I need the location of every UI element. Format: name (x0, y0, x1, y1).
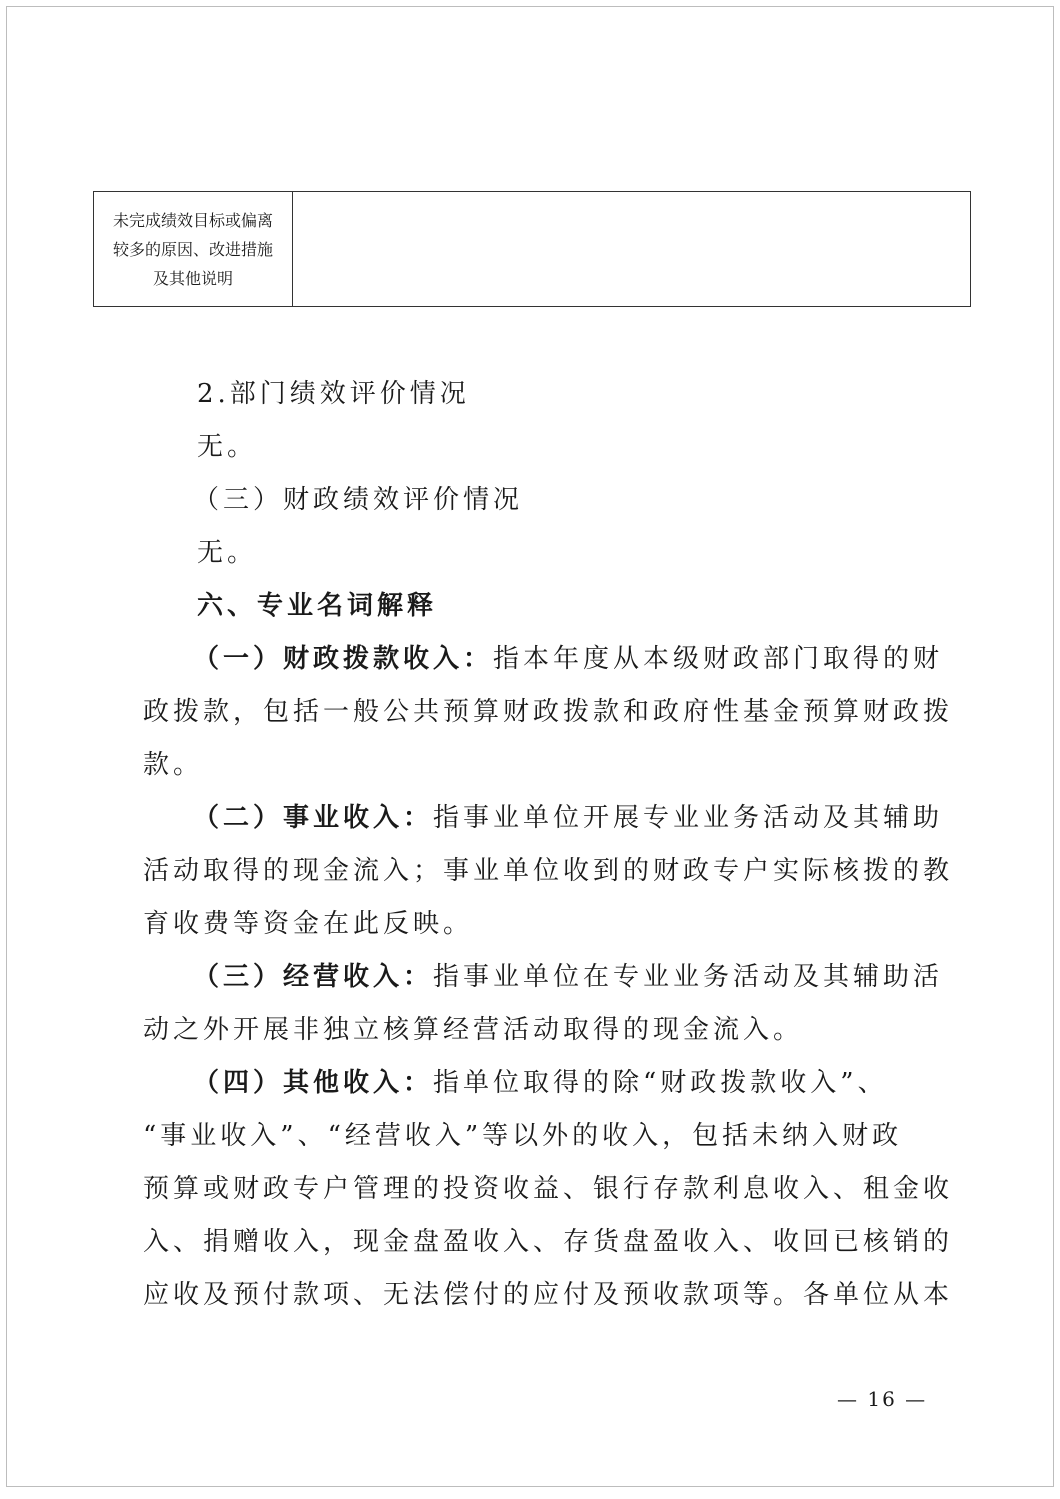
term-1-first-line (193, 644, 943, 674)
table-label-line: 及其他说明 (152, 268, 233, 288)
term-3-label: （三）经营收入： (193, 962, 434, 992)
term-1-label: （一）财政拨款收入： (193, 644, 494, 674)
term-4-label: （四）其他收入： (193, 1068, 434, 1098)
table-label-line: 较多的原因、改进措施 (112, 239, 273, 259)
term-2-line: 活动取得的现金流入；事业单位收到的财政专户实际核拨的教 (143, 856, 954, 886)
term-3-line: 动之外开展非独立核算经营活动取得的现金流入。 (143, 1015, 804, 1045)
term-3-text: 指事业单位在专业业务活动及其辅助活 (433, 962, 944, 992)
term-1-line: 款。 (143, 750, 204, 780)
term-1-line: 政拨款，包括一般公共预算财政拨款和政府性基金预算财政拨 (143, 697, 954, 727)
section-3-body: 无。 (197, 538, 258, 568)
term-1-text: 指本年度从本级财政部门取得的财 (493, 644, 944, 674)
term-2-first-line (193, 803, 943, 833)
term-4-line: 应收及预付款项、无法偿付的应付及预收款项等。各单位从本 (143, 1280, 954, 1310)
term-4-line: 预算或财政专户管理的投资收益、银行存款利息收入、租金收 (143, 1174, 954, 1204)
section-2-title: 2.部门绩效评价情况 (197, 379, 470, 409)
table-value-cell (293, 192, 970, 306)
term-2-label: （二）事业收入： (193, 803, 434, 833)
page-number: — 16 — (837, 1387, 928, 1411)
term-4-text: 指单位取得的除“财政拨款收入”、 (433, 1068, 888, 1098)
term-2-text: 指事业单位开展专业业务活动及其辅助 (433, 803, 944, 833)
section-2-body: 无。 (197, 432, 258, 462)
term-3-first-line (193, 962, 943, 992)
performance-table (93, 191, 971, 307)
document-page (6, 6, 1054, 1487)
section-6-heading: 六、专业名词解释 (197, 591, 438, 621)
term-4-line: 入、捐赠收入，现金盘盈收入、存货盘盈收入、收回已核销的 (143, 1227, 954, 1257)
table-label-line: 未完成绩效目标或偏离 (112, 210, 273, 230)
table-label-cell (94, 192, 293, 306)
term-4-line: “事业收入”、“经营收入”等以外的收入，包括未纳入财政 (143, 1121, 903, 1151)
section-3-title: （三）财政绩效评价情况 (193, 485, 524, 515)
term-4-first-line (193, 1068, 888, 1098)
term-2-line: 育收费等资金在此反映。 (143, 909, 474, 939)
